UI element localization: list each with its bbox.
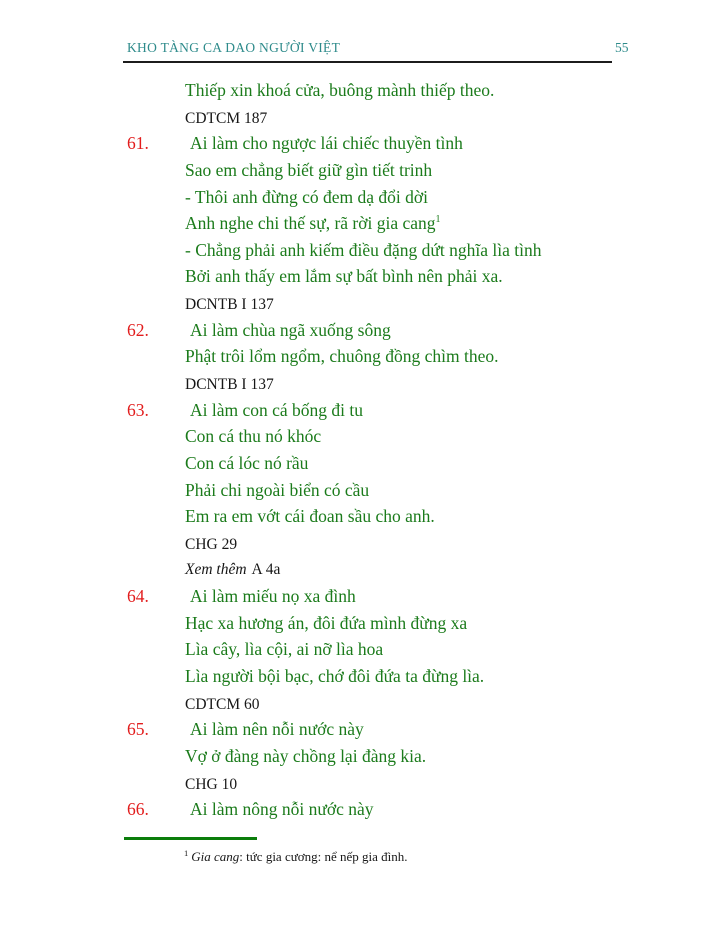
citation-line [127, 290, 687, 317]
entry-number: 66. [127, 799, 149, 820]
verse-text: Con cá lóc nó rầu [185, 452, 309, 473]
footnote-marker: 1 [184, 847, 189, 858]
verse-line [127, 663, 687, 690]
footnote-reference-mark: 1 [435, 214, 441, 226]
verse-text: Thiếp xin khoá cửa, buông mành thiếp theo. [185, 80, 495, 100]
citation-line [127, 104, 687, 131]
see-also-line [127, 557, 687, 584]
verse-text: - Thôi anh đừng có đem dạ đổi dời [185, 186, 428, 207]
verse-text: Ai làm miếu nọ xa đình [190, 586, 356, 607]
citation-text: CDTCM 187 [185, 109, 268, 127]
entry-number: 64. [127, 586, 149, 607]
verse-text: Phật trôi lổm ngổm, chuông đồng chìm theo. [185, 346, 499, 367]
entry-first-line [127, 397, 687, 424]
verse-line [127, 423, 687, 450]
verse-text: Anh nghe chi thế sự, rã rời gia cang [185, 213, 436, 234]
citation-line [127, 770, 687, 797]
verse-line [127, 210, 687, 237]
citation-line [127, 690, 687, 717]
entry-number: 61. [127, 133, 149, 154]
see-also-label: Xem thêm [185, 560, 247, 578]
verse-text: Ai làm con cá bống đi tu [190, 399, 364, 420]
verse-text: Vợ ở đàng này chồng lại đàng kia. [185, 746, 427, 767]
verse-line [127, 503, 687, 530]
entry-number: 63. [127, 399, 149, 420]
verse-line [127, 184, 687, 211]
verse-line [127, 157, 687, 184]
entry-first-line [127, 716, 687, 743]
verse-text: Ai làm cho ngược lái chiếc thuyền tình [190, 133, 463, 154]
verse-text: Sao em chẳng biết giữ gìn tiết trinh [185, 159, 433, 180]
verse-text: Em ra em vớt cái đoan sầu cho anh. [185, 506, 435, 527]
verse-line [127, 77, 687, 104]
entry-number: 62. [127, 319, 149, 340]
verse-text: Bởi anh thấy em lắm sự bất bình nên phải xa. [185, 266, 503, 287]
header-rule [123, 61, 612, 63]
entry-first-line [127, 130, 687, 157]
entry-first-line [127, 583, 687, 610]
citation-text: DCNTB I 137 [185, 296, 274, 314]
verse-text: Ai làm nên nỗi nước này [190, 719, 364, 740]
entry-first-line [127, 796, 687, 823]
citation-text: CHG 10 [185, 775, 238, 793]
citation-text: CHG 29 [185, 535, 238, 553]
verse-line [127, 343, 687, 370]
citation-line [127, 530, 687, 557]
verse-text: Lìa người bội bạc, chớ đôi đứa ta đừng lìa. [185, 666, 485, 687]
verse-text: Ai làm nông nỗi nước này [190, 799, 374, 820]
running-title: KHO TÀNG CA DAO NGƯỜI VIỆT [127, 40, 341, 55]
verse-line [127, 636, 687, 663]
verse-line [127, 450, 687, 477]
verse-line [127, 610, 687, 637]
verse-text: Phải chi ngoài biển có cầu [185, 479, 370, 500]
see-also-reference: A 4a [251, 560, 281, 578]
verse-line [127, 743, 687, 770]
verse-line [127, 477, 687, 504]
footnote [184, 849, 408, 865]
verse-text: Lìa cây, lìa cội, ai nỡ lìa hoa [185, 639, 384, 660]
verse-text: Hạc xa hương án, đôi đứa mình đừng xa [185, 612, 468, 633]
entry-number: 65. [127, 719, 149, 740]
page-body [127, 77, 687, 823]
footnote-term: Gia cang [191, 849, 240, 864]
verse-text: Ai làm chùa ngã xuống sông [190, 319, 391, 340]
footnote-definition: : tức gia cương: nể nếp gia đình. [239, 849, 408, 864]
citation-text: DCNTB I 137 [185, 376, 274, 394]
footnote-separator-rule [124, 837, 257, 840]
verse-text: - Chẳng phải anh kiếm điều đặng dứt nghĩa lìa tình [185, 239, 542, 260]
citation-text: CDTCM 60 [185, 695, 260, 713]
entry-first-line [127, 317, 687, 344]
verse-line [127, 237, 687, 264]
page-number: 55 [615, 40, 629, 55]
verse-text: Con cá thu nó khóc [185, 426, 322, 447]
verse-line [127, 263, 687, 290]
citation-line [127, 370, 687, 397]
